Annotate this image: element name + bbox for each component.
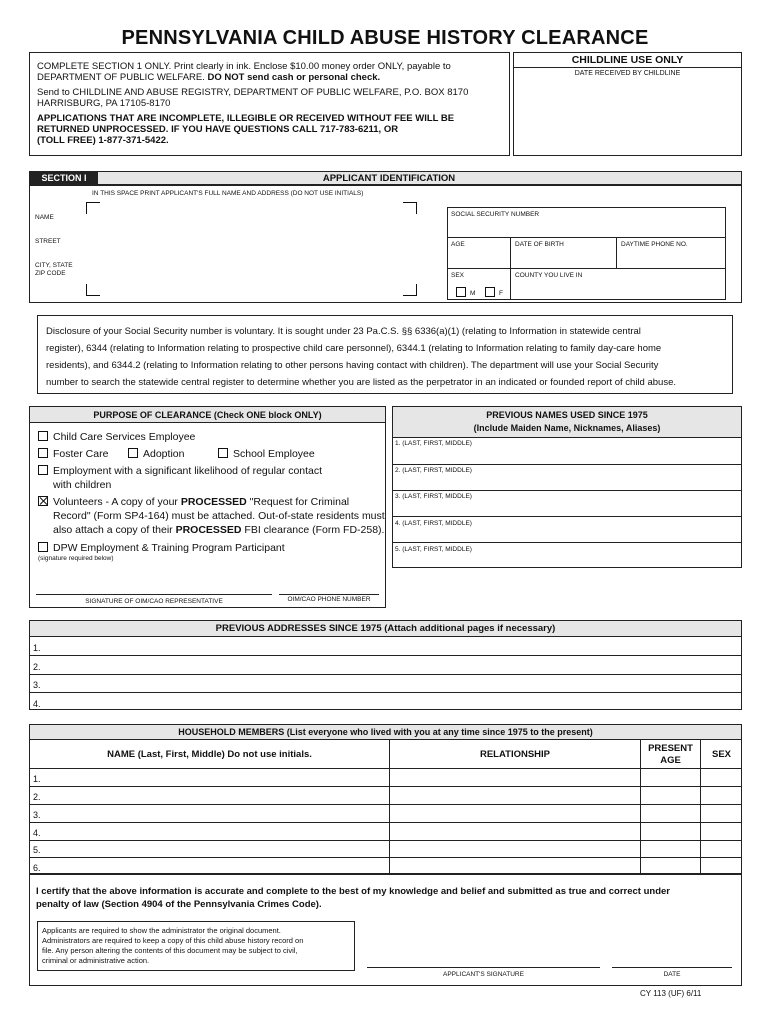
- volunteers-checkbox[interactable]: [38, 496, 48, 506]
- instruction-emphasis: DO NOT send cash or personal check.: [207, 72, 381, 84]
- zip-label: ZIP CODE: [35, 270, 66, 277]
- employment-label-cont: with children: [53, 479, 112, 491]
- county-label: COUNTY YOU LIVE IN: [515, 272, 583, 279]
- row-number: 3.: [395, 493, 401, 500]
- disclosure-line: register), 6344 (relating to Information relating to prospective child care personnel), 6344.1 (relating to Information relating to family day-care home: [46, 343, 662, 354]
- applicant-signature-label: APPLICANT'S SIGNATURE: [443, 971, 524, 978]
- school-employee-checkbox[interactable]: [218, 448, 228, 458]
- previous-addresses-header: PREVIOUS ADDRESSES SINCE 1975 (Attach additional pages if necessary): [215, 623, 556, 634]
- household-relationship-fields[interactable]: [390, 769, 639, 873]
- street-label: STREET: [35, 238, 61, 245]
- childline-header: CHILDLINE USE ONLY: [571, 54, 684, 66]
- notice-line: Administrators are required to keep a copy of this child abuse history record on: [42, 936, 304, 945]
- household-sex-fields[interactable]: [701, 769, 741, 873]
- household-header: HOUSEHOLD MEMBERS (List everyone who lived with you at any time since 1975 to the present): [178, 727, 593, 737]
- row-number: 4.: [395, 520, 401, 527]
- household-name-fields[interactable]: [46, 769, 388, 873]
- address-row-number: 2.: [33, 662, 41, 672]
- form-title: PENNSYLVANIA CHILD ABUSE HISTORY CLEARANCE: [121, 27, 649, 49]
- oim-signature-field[interactable]: [36, 574, 272, 594]
- instruction-line: DEPARTMENT OF PUBLIC WELFARE.: [37, 72, 205, 84]
- address-field[interactable]: [46, 637, 740, 654]
- household-row-number: 2.: [33, 792, 41, 802]
- address-field[interactable]: [46, 675, 740, 691]
- household-col-age-2: AGE: [660, 755, 681, 766]
- signature-required-note: (signature required below): [38, 555, 114, 562]
- ssn-field[interactable]: [448, 220, 725, 236]
- disclosure-line: number to search the statewide central register to determine whether you are listed as the perpetrator in an indicated or founded report of child abuse.: [46, 377, 677, 388]
- address-row-number: 1.: [33, 643, 41, 653]
- disclosure-line: residents), and 6344.2 (relating to Information relating to other persons having contact with children). The department will use your Social Security: [46, 360, 659, 371]
- child-care-label: Child Care Services Employee: [53, 431, 196, 443]
- foster-care-label: Foster Care: [53, 448, 109, 460]
- household-col-relationship: RELATIONSHIP: [479, 749, 551, 760]
- form-id: CY 113 (UF) 6/11: [640, 989, 702, 998]
- oim-phone-label: OIM/CAO PHONE NUMBER: [287, 596, 371, 603]
- bracket-bottom-left: [86, 284, 100, 296]
- previous-name-field[interactable]: [393, 528, 741, 541]
- household-row-number: 4.: [33, 828, 41, 838]
- dpw-checkbox[interactable]: [38, 542, 48, 552]
- sex-m-label: M: [470, 290, 476, 297]
- volunteers-text: also attach a copy of their: [53, 524, 176, 536]
- row-hint: (LAST, FIRST, MIDDLE): [402, 493, 472, 500]
- previous-names-header: PREVIOUS NAMES USED SINCE 1975: [486, 410, 648, 420]
- previous-name-field[interactable]: [393, 554, 741, 567]
- sex-label: SEX: [451, 272, 465, 279]
- row-hint: (LAST, FIRST, MIDDLE): [402, 440, 472, 447]
- date-label: DATE: [663, 971, 681, 978]
- dob-label: DATE OF BIRTH: [515, 241, 564, 248]
- previous-names-subheader: (Include Maiden Name, Nicknames, Aliases): [473, 423, 661, 433]
- phone-label: DAYTIME PHONE NO.: [621, 241, 688, 248]
- dpw-label: DPW Employment & Training Program Participant: [53, 542, 285, 554]
- row-hint: (LAST, FIRST, MIDDLE): [402, 546, 472, 553]
- warning-line: (TOLL FREE) 1-877-371-5422.: [37, 135, 169, 147]
- household-col-sex: SEX: [711, 749, 731, 760]
- volunteers-label-cont: [53, 523, 384, 537]
- bracket-bottom-right: [403, 284, 417, 296]
- bracket-top-right: [403, 202, 417, 214]
- adoption-label: Adoption: [143, 448, 185, 460]
- disclosure-line: Disclosure of your Social Security number is voluntary. It is sought under 23 Pa.C.S. §§ 6336(a)(1) (relating to Information in statewide central: [46, 326, 641, 337]
- household-row-number: 1.: [33, 774, 41, 784]
- previous-name-field[interactable]: [393, 449, 741, 463]
- household-row-number: 6.: [33, 863, 41, 873]
- instruction-line: HARRISBURG, PA 17105-8170: [37, 98, 171, 110]
- date-received-label: DATE RECEIVED BY CHILDLINE: [574, 70, 681, 77]
- household-row-number: 3.: [33, 810, 41, 820]
- certify-line: penalty of law (Section 4904 of the Pennsylvania Crimes Code).: [36, 899, 322, 910]
- previous-name-row: [395, 440, 472, 447]
- applicant-signature-field[interactable]: [367, 945, 600, 967]
- name-field[interactable]: [90, 206, 402, 224]
- previous-name-field[interactable]: [393, 476, 741, 489]
- adoption-checkbox[interactable]: [128, 448, 138, 458]
- instructions: [37, 61, 507, 150]
- volunteers-text: FBI clearance (Form FD-258).: [241, 524, 385, 536]
- household-row-number: 5.: [33, 845, 41, 855]
- row-hint: (LAST, FIRST, MIDDLE): [402, 467, 472, 474]
- city-zip-field[interactable]: [90, 258, 402, 284]
- sex-f-checkbox[interactable]: [485, 287, 495, 297]
- age-label: AGE: [451, 241, 465, 248]
- address-field[interactable]: [46, 656, 740, 673]
- child-care-checkbox[interactable]: [38, 431, 48, 441]
- sex-f-label: F: [499, 290, 503, 297]
- household-age-fields[interactable]: [641, 769, 699, 873]
- warning-line: APPLICATIONS THAT ARE INCOMPLETE, ILLEGIBLE OR RECEIVED WITHOUT FEE WILL BE: [37, 112, 455, 124]
- address-row-number: 3.: [33, 680, 41, 690]
- notice-line: Applicants are required to show the administrator the original document.: [42, 926, 281, 935]
- row-number: 2.: [395, 467, 401, 474]
- print-hint: IN THIS SPACE PRINT APPLICANT'S FULL NAME AND ADDRESS (DO NOT USE INITIALS): [92, 190, 364, 197]
- volunteers-text: Volunteers - A copy of your: [53, 496, 181, 508]
- notice-line: criminal or administrative action.: [42, 956, 150, 965]
- volunteers-label-cont: Record" (Form SP4-164) must be attached. Out-of-state residents must: [53, 510, 385, 522]
- ssn-label: SOCIAL SECURITY NUMBER: [451, 211, 540, 218]
- sex-m-checkbox[interactable]: [456, 287, 466, 297]
- address-row-number: 4.: [33, 699, 41, 709]
- city-state-label: CITY, STATE: [35, 262, 73, 269]
- previous-name-row: [395, 493, 472, 500]
- previous-name-row: [395, 520, 472, 527]
- previous-name-row: [395, 546, 472, 553]
- oim-phone-field[interactable]: [279, 574, 379, 594]
- row-number: 1.: [395, 440, 401, 447]
- name-label: NAME: [35, 214, 54, 221]
- purpose-header: PURPOSE OF CLEARANCE (Check ONE block ONLY): [93, 410, 322, 420]
- volunteers-text: "Request for Criminal: [246, 496, 350, 508]
- household-col-age: PRESENT: [648, 743, 693, 754]
- certify-line: I certify that the above information is accurate and complete to the best of my knowledge and belief and submitted as true and correct under: [36, 886, 670, 897]
- foster-care-checkbox[interactable]: [38, 448, 48, 458]
- employment-checkbox[interactable]: [38, 465, 48, 475]
- instruction-line: Send to CHILDLINE AND ABUSE REGISTRY, DEPARTMENT OF PUBLIC WELFARE, P.O. BOX 8170: [37, 86, 469, 98]
- row-number: 5.: [395, 546, 401, 553]
- address-field[interactable]: [46, 693, 740, 709]
- household-col-name: NAME (Last, First, Middle) Do not use initials.: [107, 749, 312, 760]
- employment-label: Employment with a significant likelihood of regular contact: [53, 465, 323, 477]
- processed-emphasis: PROCESSED: [175, 524, 242, 536]
- row-hint: (LAST, FIRST, MIDDLE): [402, 520, 472, 527]
- street-field[interactable]: [90, 232, 402, 250]
- date-field[interactable]: [612, 945, 732, 967]
- processed-emphasis: PROCESSED: [180, 496, 247, 508]
- disclosure-text: [46, 323, 736, 391]
- previous-name-row: [395, 467, 472, 474]
- volunteers-label: [53, 495, 349, 509]
- section-title: APPLICANT IDENTIFICATION: [322, 173, 456, 184]
- oim-signature-label: SIGNATURE OF OIM/CAO REPRESENTATIVE: [85, 598, 223, 605]
- instruction-line: COMPLETE SECTION 1 ONLY. Print clearly in ink. Enclose $10.00 money order ONLY, payable to: [37, 61, 451, 72]
- section-label: SECTION I: [41, 173, 87, 183]
- previous-name-field[interactable]: [393, 502, 741, 515]
- school-employee-label: School Employee: [233, 448, 315, 460]
- notice-line: file. Any person altering the contents of this document may be subject to civil,: [42, 946, 298, 955]
- warning-line: RETURNED UNPROCESSED. IF YOU HAVE QUESTIONS CALL 717-783-6211, OR: [37, 124, 399, 136]
